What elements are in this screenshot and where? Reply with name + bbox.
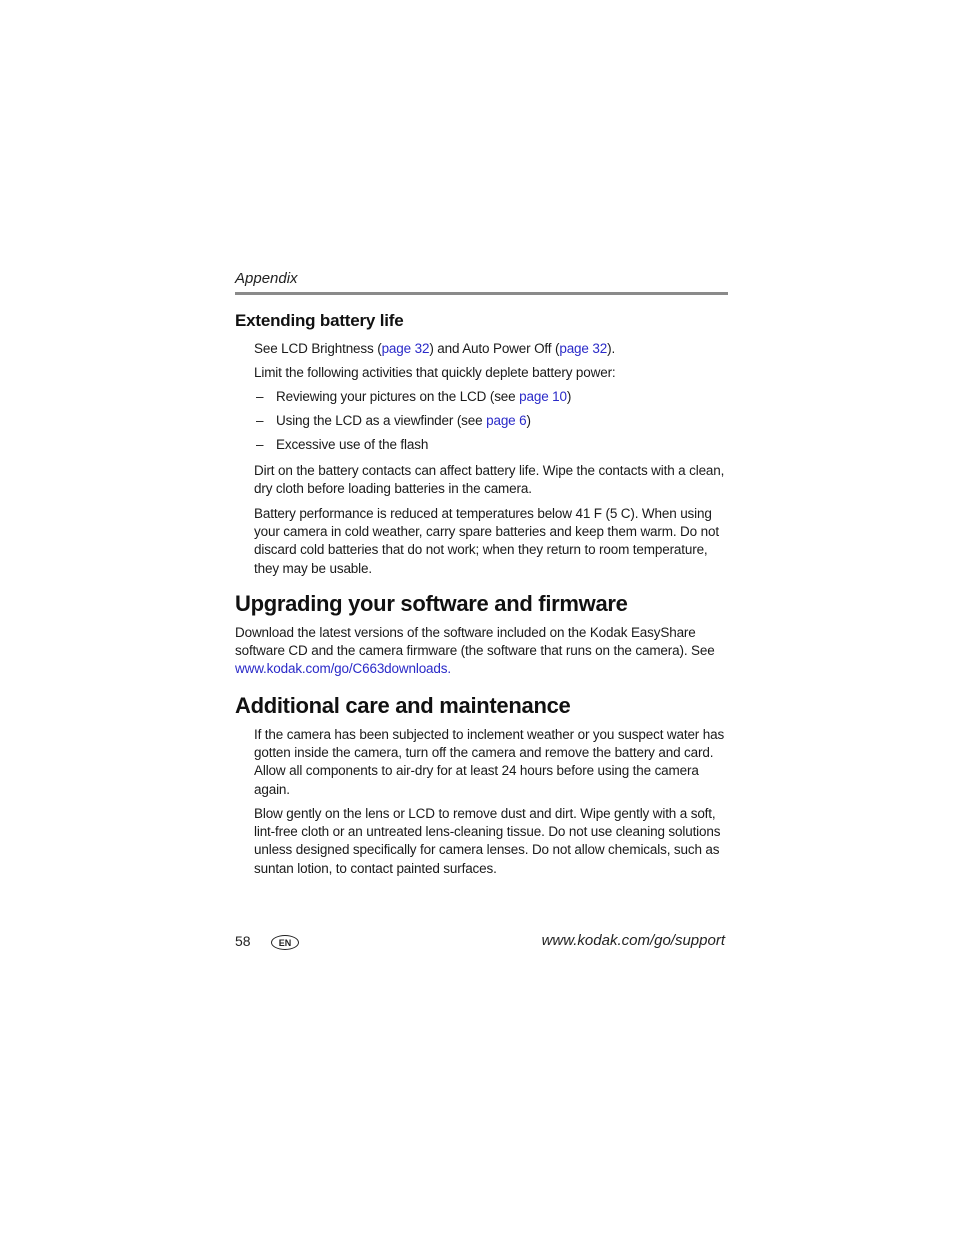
header-rule — [235, 292, 728, 295]
page-link-auto-power-off[interactable]: page 32 — [559, 341, 608, 356]
bullet-item-viewfinder — [276, 413, 531, 428]
text-fragment: Using the LCD as a viewfinder (see — [276, 413, 487, 428]
text-fragment: Excessive use of the flash — [276, 437, 429, 452]
battery-paragraph-1 — [254, 340, 728, 358]
bullet-item-flash — [276, 437, 428, 452]
text-fragment: ). — [607, 341, 616, 356]
battery-heading: Extending battery life — [235, 311, 404, 330]
battery-paragraph-4: Battery performance is reduced at temperatures below 41 F (5 C). When using your camera in cold weather, carry spare batteries and keep them warm. Do not discard cold batteries that do not work; when they return to room temperature, they may be usable. — [254, 506, 719, 576]
upgrade-heading: Upgrading your software and firmware — [235, 591, 628, 616]
text-fragment: ) — [566, 389, 572, 404]
bullet-dash: – — [256, 389, 264, 404]
text-fragment: Download the latest versions of the software included on the Kodak EasyShare software CD and the camera firmware (the software that runs on the camera). See — [235, 625, 715, 659]
page-number: 58 — [235, 933, 251, 949]
care-paragraph-2: Blow gently on the lens or LCD to remove dust and dirt. Wipe gently with a soft, lint-free cloth or an untreated lens-cleaning tissue. Do not use cleaning solutions unless designed specifically for camera lenses. Do not allow chemicals, such as suntan lotion, to contact painted surfaces. — [254, 806, 721, 876]
bullet-item-reviewing — [276, 389, 571, 404]
downloads-link[interactable]: www.kodak.com/go/C663downloads. — [235, 661, 451, 677]
upgrade-paragraph — [235, 624, 725, 679]
page-link-lcd-brightness[interactable]: page 32 — [381, 341, 430, 356]
text-fragment: ) — [526, 413, 531, 428]
bullet-dash: – — [256, 413, 264, 428]
care-paragraph-1: If the camera has been subjected to inclement weather or you suspect water has gotten inside the camera, turn off the camera and remove the battery and card. Allow all components to air-dry for at least 24 hours before using the camera again. — [254, 727, 725, 797]
battery-paragraph-2: Limit the following activities that quickly deplete battery power: — [254, 365, 616, 380]
bullet-dash: – — [256, 437, 264, 452]
text-fragment: ) and Auto Power Off ( — [429, 341, 560, 356]
language-badge-icon: EN — [271, 935, 299, 950]
page-link-viewfinder[interactable]: page 6 — [486, 413, 527, 428]
section-label: Appendix — [235, 270, 298, 287]
battery-paragraph-3: Dirt on the battery contacts can affect battery life. Wipe the contacts with a clean, dry cloth before loading batteries in the camera. — [254, 463, 725, 497]
text-fragment: Reviewing your pictures on the LCD (see — [276, 389, 520, 404]
page-link-reviewing[interactable]: page 10 — [519, 389, 567, 404]
text-fragment: See LCD Brightness ( — [254, 341, 382, 356]
support-url: www.kodak.com/go/support — [541, 932, 725, 949]
care-heading: Additional care and maintenance — [235, 693, 571, 718]
